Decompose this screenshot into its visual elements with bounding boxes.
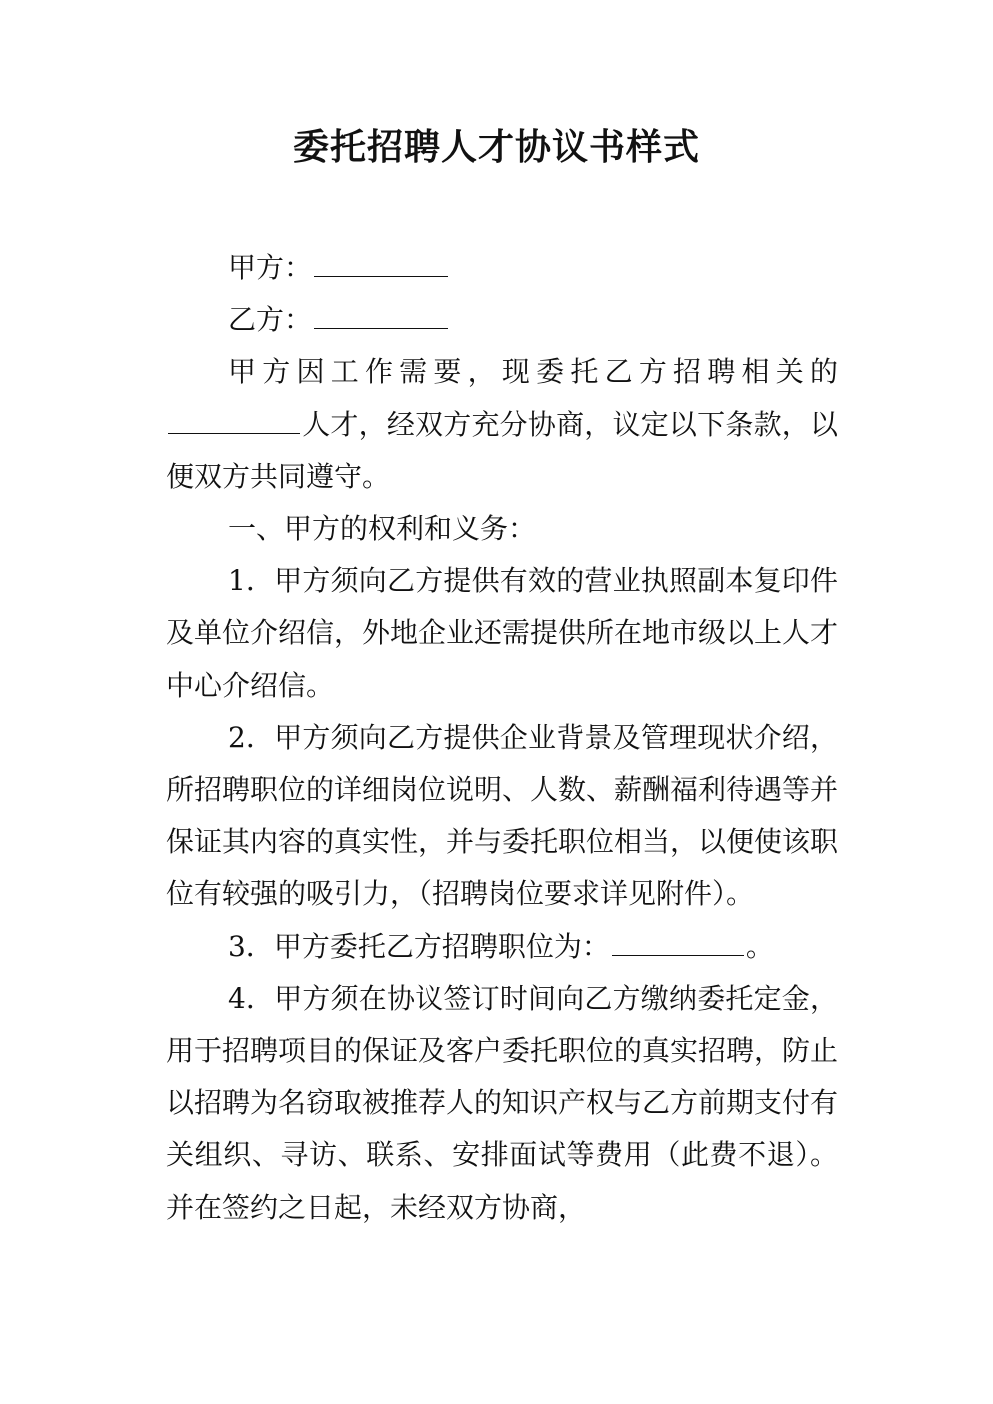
intro-text-after-blank: 人才，经双方充分协商，议定以下条款，以便双方共同遵守。 — [166, 407, 838, 493]
party-a-blank — [314, 252, 448, 277]
document-body — [166, 242, 838, 1234]
party-b-blank — [314, 304, 448, 329]
party-a-line — [166, 242, 838, 294]
talent-type-blank — [168, 409, 300, 434]
party-a-label: 甲方： — [228, 251, 313, 284]
clause-4: 4．甲方须在协议签订时间向乙方缴纳委托定金，用于招聘项目的保证及客户委托职位的真实招聘，防止以招聘为名窃取被推荐人的知识产权与乙方前期支付有关组织、寻访、联系、安排面试等费用（此费不退）。并在签约之日起，未经双方协商， — [166, 981, 839, 1224]
position-blank — [612, 931, 744, 956]
party-b-line — [166, 294, 838, 346]
clause-2: 2．甲方须向乙方提供企业背景及管理现状介绍，所招聘职位的详细岗位说明、人数、薪酬福利待遇等并保证其内容的真实性，并与委托职位相当，以便使该职位有较强的吸引力，（招聘岗位要求详见附件）。 — [166, 720, 839, 911]
intro-text-before-blank: 甲方因工作需要，现委托乙方招聘相关的 — [228, 355, 838, 389]
document-title: 委托招聘人才协议书样式 — [292, 127, 700, 168]
clause-3 — [166, 921, 838, 973]
clause-3-end: 。 — [745, 929, 774, 963]
section-1-heading: 一、甲方的权利和义务： — [228, 512, 537, 546]
clause-3-text: 3．甲方委托乙方招聘职位为： — [228, 929, 610, 963]
clause-1: 1．甲方须向乙方提供有效的营业执照副本复印件及单位介绍信，外地企业还需提供所在地市级以上人才中心介绍信。 — [166, 564, 839, 702]
party-b-label: 乙方： — [228, 303, 313, 337]
intro-paragraph — [166, 346, 838, 503]
